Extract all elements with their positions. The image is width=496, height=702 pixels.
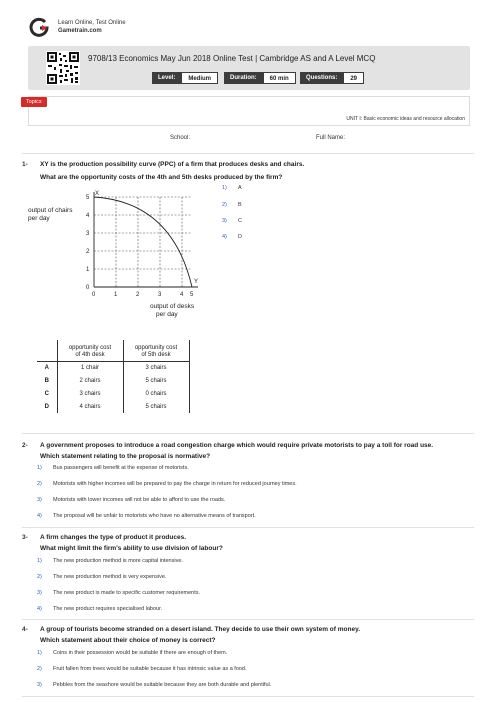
option-number: 3) [37,590,42,596]
option-number: 4) [37,513,42,519]
row-letter: D [37,400,57,413]
y-tick: 5 [86,195,90,201]
topics-tag: Topics [21,97,47,107]
questions-badge [300,72,364,84]
answer-option[interactable] [37,513,256,519]
test-header [28,46,470,90]
questions-label: Questions: [300,72,343,84]
row-letter: C [37,387,57,400]
option-text: The new product is made to specific customer requirements. [53,590,201,596]
divider [22,433,474,434]
answer-option[interactable] [222,234,242,240]
cell-4th: 3 chairs [57,387,123,400]
option-number: 2) [37,574,42,580]
cell-5th: 0 chairs [123,387,189,400]
answer-option[interactable] [37,682,271,688]
option-number: 1) [37,465,42,471]
fullname-label: Full Name: [316,135,346,141]
answer-option[interactable] [222,185,242,191]
cell-5th: 5 chairs [123,400,189,413]
answer-option[interactable] [37,606,162,612]
option-text: Fruit fallen from trees would be suitable because it has intrinsic value as a food. [53,666,247,672]
header-text: of 5th desk [141,351,171,358]
opportunity-cost-table [37,340,190,413]
divider [22,153,474,154]
row-letter: A [37,361,57,374]
answer-option[interactable] [37,590,200,596]
question-text: XY is the production possibility curve (PPC) of a firm that produces desks and chairs. [40,161,305,168]
y-tick: 4 [86,213,90,219]
option-text: Bus passengers will benefit at the expense of motorists. [53,465,189,471]
brand-site[interactable]: Gametrain.com [58,28,102,34]
option-number: 3) [37,682,42,688]
x-tick: 4 [180,292,184,298]
y-tick: 2 [86,249,90,255]
point-y-label: Y [194,279,199,285]
option-text: Pebbles from the seashore would be suitable because they are both durable and plentiful. [53,682,272,688]
answer-option[interactable] [37,481,297,487]
option-text: A [238,185,242,191]
x-tick: 1 [114,292,118,298]
header-text: of 4th desk [75,351,105,358]
cell-4th: 4 chairs [57,400,123,413]
x-tick: 2 [136,292,140,298]
question-text: A firm changes the type of product it produces. [40,534,187,541]
y-tick: 0 [86,285,90,291]
topics-panel [28,96,470,126]
y-axis-label-2: per day [28,215,50,222]
y-axis-label: output of chairs [28,207,73,214]
x-axis-label-2: per day [156,311,178,318]
y-tick: 3 [86,231,90,237]
question-prompt: Which statement relating to the proposal is normative? [40,453,211,460]
question-number: 3- [22,534,28,541]
option-text: Coins in their possession would be suitable if there are enough of them. [53,650,228,656]
option-text: Motorists with higher incomes will be prepared to pay the charge in return for reduced journey times. [53,481,297,487]
table-header-4th [57,340,123,361]
option-number: 1) [222,185,227,191]
questions-value: 29 [343,72,364,84]
option-text: B [238,202,242,208]
option-number: 2) [37,666,42,672]
ppc-diagram [22,188,222,320]
option-number: 1) [37,650,42,656]
cell-5th: 3 chairs [123,361,189,374]
duration-label: Duration: [224,72,263,84]
option-text: The new production method is very expensive. [53,574,167,580]
divider [22,696,474,697]
answer-option[interactable] [37,650,227,656]
table-header-row [37,340,189,361]
school-label: School: [170,135,191,141]
option-number: 2) [222,202,227,208]
table-row [37,361,189,374]
divider [22,527,474,528]
paper-title: 9708/13 Economics May Jun 2018 Online Test | Cambridge AS and A Level MCQ [88,54,376,63]
table-header-blank [37,340,57,361]
table-row [37,374,189,387]
question-text: A government proposes to introduce a road congestion charge which would require private motorists to pay a toll for road use. [40,442,434,449]
option-number: 4) [37,606,42,612]
option-text: D [238,234,242,240]
duration-value: 60 min [263,72,296,84]
point-x-label: X [95,191,100,197]
header-text: opportunity cost [134,344,178,351]
brand-header [28,16,126,38]
question-prompt: Which statement about their choice of money is correct? [40,637,216,644]
cell-4th: 2 chairs [57,374,123,387]
option-number: 1) [37,558,42,564]
option-number: 3) [222,218,227,224]
table-row [37,400,189,413]
cell-4th: 1 chair [57,361,123,374]
level-value: Medium [181,72,218,84]
table-row [37,387,189,400]
option-text: The new production method is more capital intensive. [53,558,183,564]
x-tick: 5 [190,292,194,298]
grid-lines [94,197,192,287]
question-prompt: What might limit the firm's ability to use division of labour? [40,545,223,552]
x-axis-label: output of desks [150,303,195,310]
option-text: Motorists with lower incomes will not be able to afford to use the roads. [53,497,226,503]
x-tick: 3 [158,292,162,298]
level-label: Level: [152,72,181,84]
answer-option[interactable] [37,558,183,564]
y-tick: 1 [86,267,90,273]
option-number: 2) [37,481,42,487]
unit-topic[interactable]: UNIT I: Basic economic ideas and resource allocation [346,116,465,122]
option-text: C [238,218,242,224]
ppc-curve [94,197,192,287]
brand-text [58,19,126,35]
gametrain-logo-icon [28,16,50,38]
brand-tagline: Learn Online, Test Online [58,20,126,26]
question-number: 1- [22,161,28,168]
qr-code-icon [46,51,80,85]
question-prompt: What are the opportunity costs of the 4th and 5th desks produced by the firm? [40,174,283,181]
x-tick: 0 [92,292,96,298]
option-number: 4) [222,234,227,240]
answer-option[interactable] [37,666,247,672]
cell-5th: 5 chairs [123,374,189,387]
option-text: The new product requires specialised labour. [53,606,163,612]
question-number: 4- [22,626,28,633]
option-text: The proposal will be unfair to motorists who have no alternative means of transport. [53,513,256,519]
option-number: 3) [37,497,42,503]
duration-badge [224,72,296,84]
answer-option[interactable] [37,465,189,471]
table-header-5th [123,340,189,361]
divider [22,619,474,620]
question-text: A group of tourists become stranded on a desert island. They decide to use their own system of money. [40,626,361,633]
row-letter: B [37,374,57,387]
question-number: 2- [22,442,28,449]
header-text: opportunity cost [68,344,112,351]
answer-option[interactable] [222,202,242,208]
answer-option[interactable] [222,218,242,224]
level-badge [152,72,218,84]
answer-option[interactable] [37,574,166,580]
answer-option[interactable] [37,497,225,503]
